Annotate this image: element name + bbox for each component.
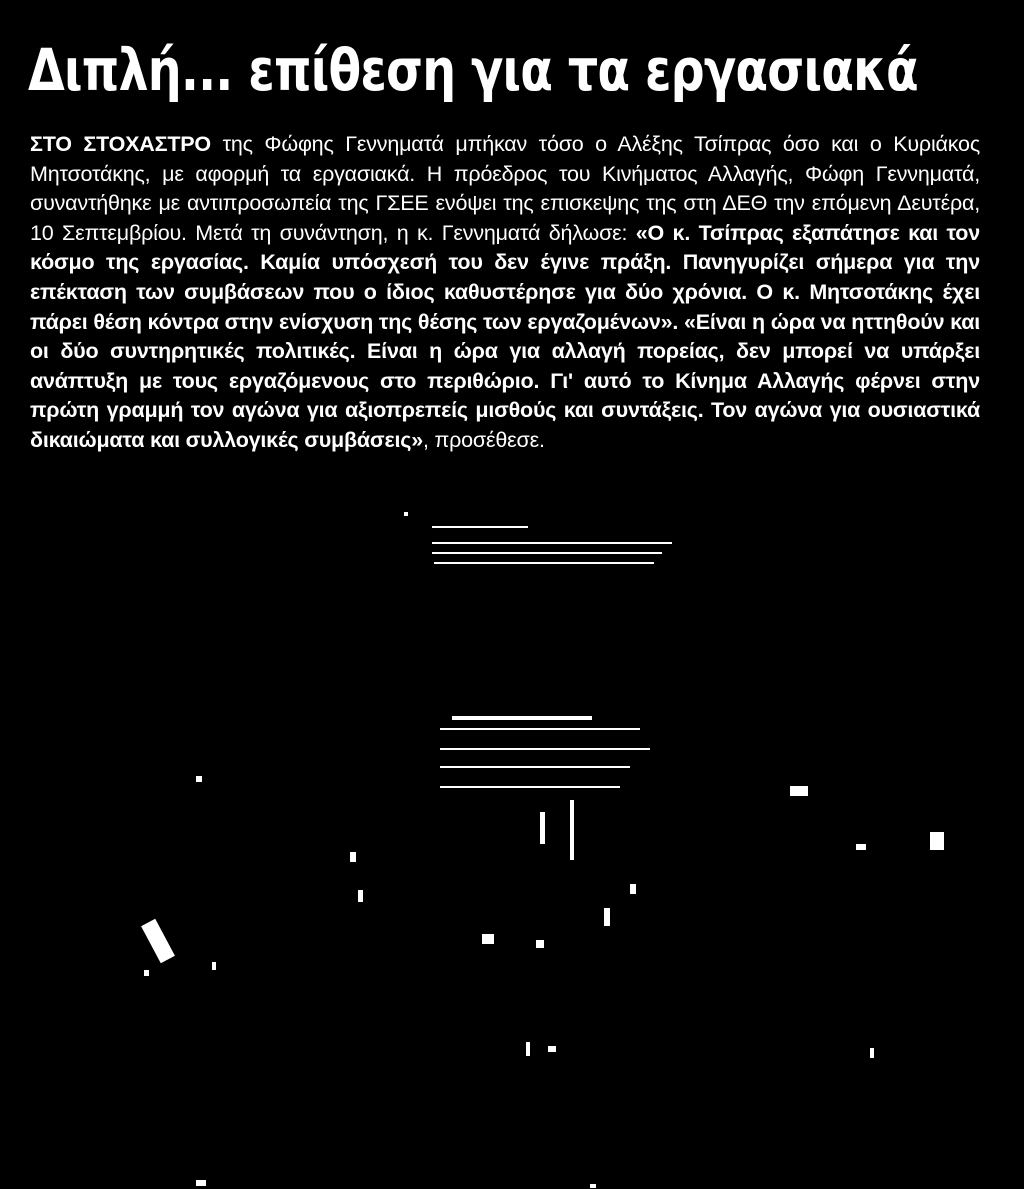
headline: Διπλή... επίθεση για τα εργασιακά bbox=[28, 36, 918, 104]
photo-speck bbox=[141, 919, 175, 964]
photo-speck bbox=[790, 786, 808, 796]
photo-speck bbox=[526, 1042, 530, 1056]
photo-artifact-line bbox=[440, 786, 620, 788]
article-tail: , προσέθεσε. bbox=[422, 427, 545, 452]
photo-speck bbox=[630, 884, 636, 894]
photo-speck bbox=[590, 1184, 596, 1188]
article-body bbox=[30, 130, 980, 456]
photo-artifact-line bbox=[432, 542, 672, 544]
photo-speck bbox=[196, 1180, 206, 1186]
photo-speck bbox=[536, 940, 544, 948]
photo-speck bbox=[350, 852, 356, 862]
article-lead: ΣΤΟ ΣΤΟΧΑΣΤΡΟ bbox=[30, 132, 211, 156]
photo-speck bbox=[930, 832, 944, 850]
photo-artifact-line bbox=[432, 526, 528, 528]
photo-speck bbox=[482, 934, 494, 944]
photo-speck bbox=[540, 812, 545, 844]
photo-speck bbox=[870, 1048, 874, 1058]
photo-speck bbox=[196, 776, 202, 782]
photo-speck bbox=[548, 1046, 556, 1052]
photo-artifact-line bbox=[440, 766, 630, 768]
photo-speck bbox=[404, 512, 408, 516]
photo-speck bbox=[570, 800, 574, 860]
photo-speck bbox=[604, 908, 610, 926]
photo-speck bbox=[856, 844, 866, 850]
photo-speck bbox=[212, 962, 216, 970]
photo-artifact-line bbox=[440, 748, 650, 750]
article-quote: «Ο κ. Τσίπρας εξαπάτησε και τον κόσμο της εργασίας. Καμία υπόσχεσή του δεν έγινε πράξη. Πανηγυρίζει σήμερα για την επέκταση των συμβάσεων που ο ίδιος καθυστέρησε για δύο χρόνια. Ο κ. Μητσοτάκης έχει πάρει θέση κόντρα στην ενίσχυση της θέσης των εργαζομένων». «Είναι η ώρα να ηττηθούν και οι δύο συντηρητικές πολιτικές. Είναι η ώρα για αλλαγή πορείας, δεν μπορεί να υπάρξει ανάπτυξη με τους εργαζόμενους στο περιθώριο. Γι' αυτό το Κίνημα Αλλαγής φέρνει στην πρώτη γραμμή τον αγώνα για αξιοπρεπείς μισθούς και συντάξεις. Τον αγώνα για ουσιαστικά δικαιώματα και συλλογικές συμβάσεις» bbox=[30, 220, 980, 452]
photo-artifact-line bbox=[452, 716, 592, 720]
photo-artifact-line bbox=[440, 728, 640, 730]
photo-artifact-line bbox=[434, 562, 654, 564]
photo-speck bbox=[358, 890, 363, 902]
article-text: της Φώφης Γεννηματά μπήκαν τόσο ο Αλέξης Τσίπρας όσο και ο Κυριάκος Μητσοτάκης, με αφορμή τα εργασιακά. Η πρόεδρος του Κινήματος Αλλαγής, Φώφη Γεννηματά, συναντήθηκε με αντιπροσωπεία της ΓΣΕΕ ενόψει της επισκεψης της στη ΔΕΘ την επόμενη Δευτέρα, 10 Σεπτεμβρίου. Μετά τη συνάντηση, η κ. Γεννηματά δήλωσε: bbox=[30, 132, 980, 245]
photo-artifact-line bbox=[432, 552, 662, 554]
photo-speck bbox=[144, 970, 149, 976]
article-photo bbox=[0, 500, 1024, 1189]
